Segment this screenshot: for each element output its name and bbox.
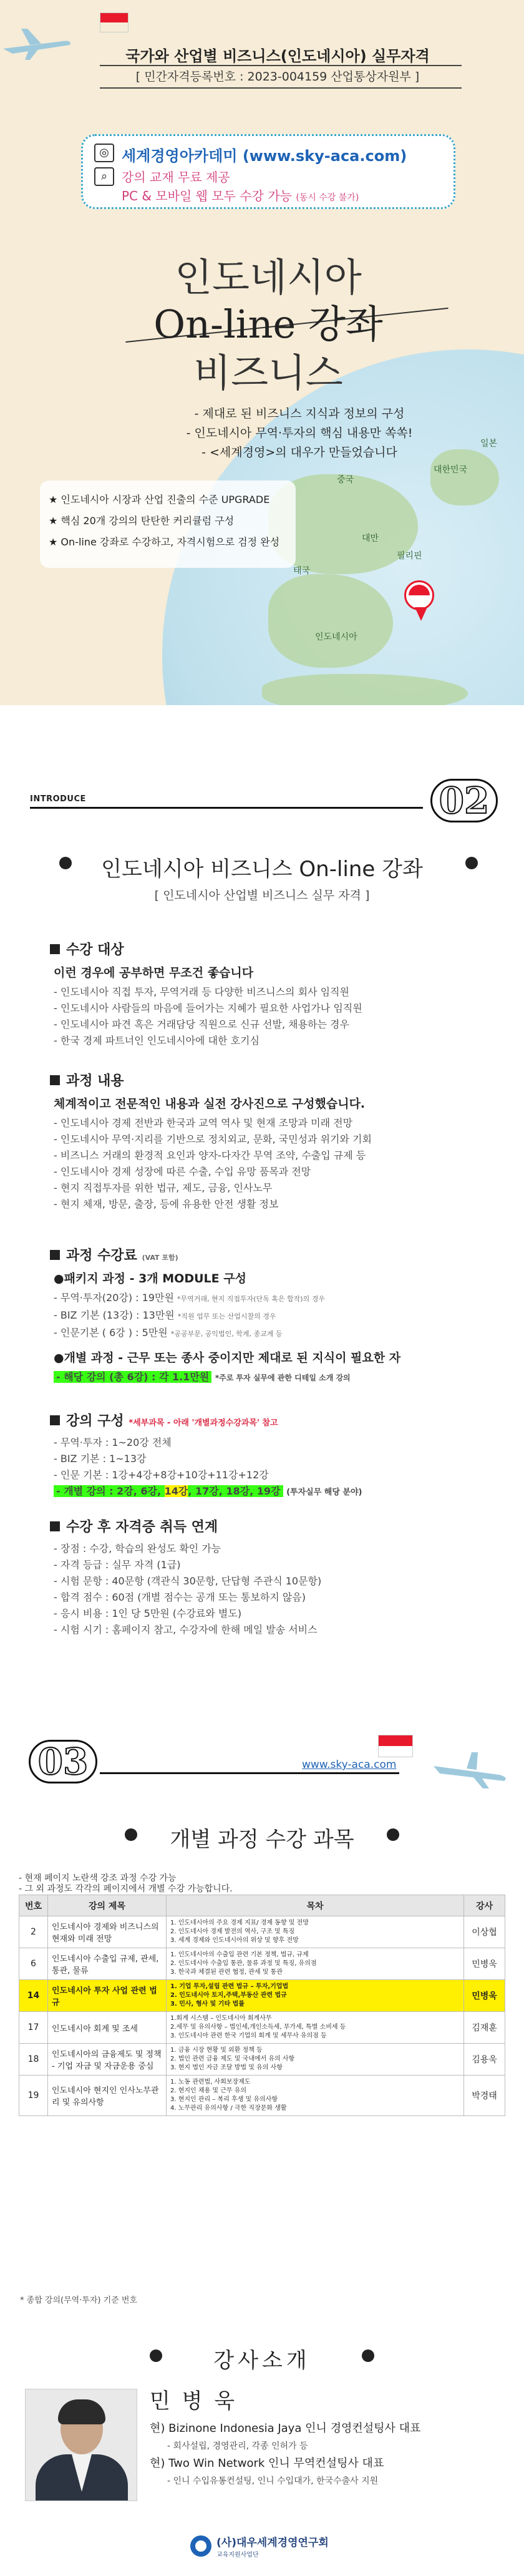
square-bullet-icon [50,1075,60,1085]
note-line: - 현재 페이지 노란색 강조 과정 수강 가능 [19,1873,177,1883]
divider [100,1772,399,1774]
cell-toc: 1.회계 시스템 – 인도네시아 회계사무 2.세무 및 유의사항 – 법인세,개인소득세, 부가세, 특별 소비세 등 3. 인도네시아 관련 한국 기업의 회계 및 세무사 유의점 등 [167,2012,464,2044]
table-row [19,2012,505,2044]
map-label-indonesia: 인도네시아 [315,632,357,642]
map-label-taiwan: 대만 [362,534,379,544]
web-icon: ◎ [94,144,114,162]
individual-price: - 해당 강의 (총 6강) : 각 1.1만원 *주로 투자 실무에 관한 디테일 소개 강의 [54,1369,487,1386]
map-label-thailand: 태국 [293,566,311,576]
logo-mark-icon [190,2535,211,2557]
table-row [19,1980,505,2012]
cell-number: 19 [19,2076,48,2116]
square-bullet-icon [50,1415,60,1425]
content-block [50,1070,487,1212]
course-table-body [19,1916,505,2116]
big-title-online: On-line 강좌 [153,301,383,347]
map-label-japan: 일본 [480,439,498,449]
search-icon: ⌕ [94,167,114,186]
cell-number: 2 [19,1916,48,1948]
section-heading: 인도네시아 비즈니스 On-line 강좌 [101,857,423,882]
cell-title: 인도네시아의 금융제도 및 정책 - 기업 자금 및 자금운용 중심 [48,2044,167,2076]
square-bullet-icon [50,944,60,954]
feature-item: ★ On-line 강좌로 수강하고, 자격시험으로 검정 완성 [49,536,280,548]
quote-close-icon [387,1828,399,1841]
list-item: - 현지 직접투자를 위한 법규, 제도, 금융, 인사노무 [54,1182,273,1194]
cell-lecturer: 민병욱 [464,1980,505,2012]
feature-item: ★ 인도네시아 시장과 산업 진출의 수준 UPGRADE [49,494,270,505]
list-item: - 한국 경제 파트너인 인도네시아에 대한 호기심 [54,1035,260,1046]
square-bullet-icon [50,1521,60,1531]
lecturer-name: 민 병 욱 [150,2389,238,2414]
cell-toc: 1. 금융 시장 현황 및 외환 정책 등 2. 법인 관련 금융 제도 및 국내에서 유의 사항 3. 현지 법인 자금 조달 방법 및 유의 사항 [167,2044,464,2076]
list-item: - 인도네시아 경제 성장에 따른 수출, 수입 유망 품목과 전망 [54,1166,311,1178]
cell-number: 6 [19,1948,48,1980]
course-list-title: 개별 과정 수강 과목 [170,1827,354,1852]
list-item: - 인도네시아 파견 혹은 거래담당 직원으로 신규 선발, 채용하는 경우 [54,1018,349,1030]
cell-toc: 1. 인도네시아의 수출입 관련 기본 정책, 법규, 규제 2. 인도네시아 수출입 통관, 물류 과정 및 특징, 유의점 3. 한국과 체결된 관련 협정, 관세 및 통관 [167,1948,464,1980]
hero-title: 국가와 산업별 비즈니스(인도네시아) 실무자격 [125,47,430,65]
lecturer-photo [25,2389,137,2501]
logo-name: (사)대우세계경영연구회 [216,2537,329,2549]
feature-list [40,481,296,568]
list-item: - 응시 비용 : 1인 당 5만원 (수강료와 별도) [54,1608,242,1619]
cell-lecturer: 김용욱 [464,2044,505,2076]
lecturer-section-title: 강사소개 [213,2348,311,2373]
section-subheading: [ 인도네시아 산업별 비즈니스 실무 자격 ] [154,889,370,902]
map-label-china: 중국 [337,475,354,485]
cert-block [50,1516,487,1638]
feature-item: ★ 핵심 20개 강의의 탄탄한 커리큘럼 구성 [49,515,235,527]
list-item: - 자격 등급 : 실무 자격 (1급) [54,1559,181,1571]
organization-logo [190,2534,329,2559]
cell-lecturer: 박경태 [464,2076,505,2116]
individual-label: ●개별 과정 - 근무 또는 종사 중이지만 제대로 된 지식이 필요한 자 [54,1351,401,1365]
list-item: - 비즈니스 거래의 환경적 요인과 양자-다자간 무역 조약, 수출입 규제 등 [54,1149,366,1161]
column-header: 강사 [464,1895,505,1916]
cell-toc: 1. 기업 투자,설립 관련 법규 – 투자,기업법 2. 인도네시아 토지,주택,부동산 관련 법규 3. 민사, 형사 및 기타 법률 [167,1980,464,2012]
career-item: 현) Two Win Network 인니 무역컨설팅사 대표 [150,2457,384,2470]
intro-label: INTRODUCE [30,794,86,804]
cell-title: 인도네시아 투자 사업 관련 법규 [48,1980,167,2012]
cell-number: 14 [19,1980,48,2012]
quote-close-icon [362,2349,374,2362]
target-lead: 이런 경우에 공부하면 무조건 좋습니다 [54,966,254,980]
column-header: 강의 제목 [48,1895,167,1916]
list-item: - 인도네시아 사람들의 마음에 들어가는 지혜가 필요한 사업가나 임직원 [54,1002,362,1014]
target-block [50,939,487,1049]
list-item: - 장점 : 수강, 학습의 완성도 확인 가능 [54,1543,221,1554]
list-item: - 시험 문항 : 40문항 (객관식 30문항, 단답형 주관식 10문항) [54,1575,322,1587]
site-info-box[interactable] [81,134,455,209]
note-line: - 그 외 과정도 각각의 페이지에서 개별 수강 가능합니다. [19,1884,233,1894]
free-textbook-text: 강의 교재 무료 제공 [122,170,230,185]
site-url-link[interactable]: www.sky-aca.com [302,1759,397,1771]
table-footnote: * 종합 강의(무역·투자) 기준 번호 [20,2296,138,2305]
fee-item: - 인문기본 ( 6강 ) : 5만원 *공공부문, 공익법인, 학계, 종교계 등 [54,1327,283,1339]
lecturer-career [150,2420,420,2490]
list-item: - 인도네시아 무역·지리를 기반으로 정치외교, 문화, 국민성과 위기와 기회 [54,1133,372,1145]
course-notes [19,1873,233,1895]
cell-lecturer: 이상협 [464,1916,505,1948]
intro-section [0,705,524,1729]
hero-bullet: - 인도네시아 무역·투자의 핵심 내용만 쏙쏙! [186,426,413,440]
hero-section [0,0,524,705]
section-number: 03 [29,1740,97,1783]
hero-bullets [156,404,443,462]
airplane-icon [0,25,75,62]
cell-number: 18 [19,2044,48,2076]
table-row [19,2044,505,2076]
list-item: - BIZ 기본 : 1~13강 [54,1453,147,1465]
target-title: 수강 대상 [50,939,487,959]
logo-subtitle: 교육지원사업단 [216,2552,259,2559]
list-item: - 현지 체재, 방문, 출장, 등에 유용한 안전 생활 정보 [54,1198,279,1210]
registration-number: [ 민간자격등록번호 : 2023-004159 산업통상자원부 ] [135,70,420,84]
cell-lecturer: 김재훈 [464,2012,505,2044]
list-item: - 합격 점수 : 60점 (개별 점수는 공개 또는 통보하지 않음) [54,1591,306,1603]
individual-lectures: - 개별 강의 : 2강, 6강, 14강, 17강, 18강, 19강 (투자실무 해당 분야) [54,1483,487,1501]
fee-item: - 무역·투자(20강) : 19만원 *무역거래, 현지 직접투자(단독 혹은 합작)의 경우 [54,1292,325,1304]
list-item: - 인도네시아 경제 전반과 한국과 교역 역사 및 현재 조망과 미래 전망 [54,1117,353,1129]
divider [100,65,462,66]
config-block [50,1410,487,1501]
indonesia-flag-icon [378,1735,413,1757]
cell-toc: 1. 인도네시아의 주요 경제 지표/ 경제 동향 및 전망 2. 인도네시아 경제 발전의 역사, 구조 및 특징 3. 세계 경제와 인도네시아의 위상 및 향후 전망 [167,1916,464,1948]
table-header-row [19,1895,505,1916]
square-bullet-icon [50,1250,60,1260]
hero-bullet: - <세계경영>의 대우가 만들었습니다 [201,446,397,459]
divider [100,87,462,89]
table-row [19,1948,505,1980]
cell-toc: 1. 노동 관련법, 사회보장제도 2. 현지인 채용 및 근무 유의 3. 현지인 관리 – 복리 후생 및 유의사항 4. 노무관리 유의사항 / 극한 직장문화 생활 [167,2076,464,2116]
table-row [19,2076,505,2116]
hero-bullet: - 제대로 된 비즈니스 지식과 정보의 구성 [194,407,405,421]
cell-number: 17 [19,2012,48,2044]
fee-block [50,1245,487,1386]
content-title: 과정 내용 [50,1070,487,1090]
career-item: 현) Bizinone Indonesia Jaya 인니 경영컨설팅사 대표 [150,2422,421,2435]
cert-title: 수강 후 자격증 취득 연계 [50,1516,487,1536]
map-pin-icon [404,580,434,610]
course-section [0,1729,524,2576]
quote-close-icon [465,857,478,869]
big-title-indonesia: 인도네시아 [175,255,362,300]
divider [30,807,423,809]
table-row [19,1916,505,1948]
cell-lecturer: 민병욱 [464,1948,505,1980]
career-detail: - 인니 수입유통컨설팅, 인니 수입대가, 한국수출사 지원 [167,2476,379,2486]
content-lead: 체계적이고 전문적인 내용과 실전 강사진으로 구성했습니다. [54,1097,366,1111]
fee-item: - BIZ 기본 (13강) : 13만원 *직원 업무 또는 산업시찰의 경우 [54,1309,276,1321]
map-label-korea: 대한민국 [434,465,468,475]
column-header: 목차 [167,1895,464,1916]
big-title-business: 비즈니스 [193,350,343,396]
map-label-philippines: 필리핀 [397,551,422,561]
list-item: - 인도네시아 직접 투자, 무역거래 등 다양한 비즈니스의 회사 임직원 [54,986,349,998]
course-table [19,1895,505,2116]
cell-title: 인도네시아 수출입 규제, 관세, 통관, 물류 [48,1948,167,1980]
device-text: PC & 모바일 웹 모두 수강 가능 (동시 수강 불가) [122,188,359,203]
section-number: 02 [430,779,498,822]
list-item: - 인문 기본 : 1강+4강+8강+10강+11강+12강 [54,1469,269,1481]
cell-title: 인도네시아 경제와 비즈니스의 현재와 미래 전망 [48,1916,167,1948]
airplane-icon [430,1747,512,1791]
cell-title: 인도네시아 현지인 인사노무관리 및 유의사항 [48,2076,167,2116]
cell-title: 인도네시아 회계 및 조세 [48,2012,167,2044]
package-label: ●패키지 과정 - 3개 MODULE 구성 [54,1272,246,1286]
fee-title: 과정 수강료 (VAT 포함) [50,1245,487,1264]
config-title: 강의 구성 *세부과목 - 아래 '개별과정수강과목' 참고 [50,1410,487,1430]
career-detail: - 회사설립, 경영관리, 각종 인허가 등 [167,2441,308,2451]
list-item: - 시험 시기 : 홈페이지 참고, 수강자에 한해 메일 발송 서비스 [54,1624,318,1636]
column-header: 번호 [19,1895,48,1916]
site-link[interactable]: 세계경영아카데미 (www.sky-aca.com) [122,147,407,165]
indonesia-flag-icon [100,12,129,32]
list-item: - 무역·투자 : 1~20강 전체 [54,1437,172,1448]
